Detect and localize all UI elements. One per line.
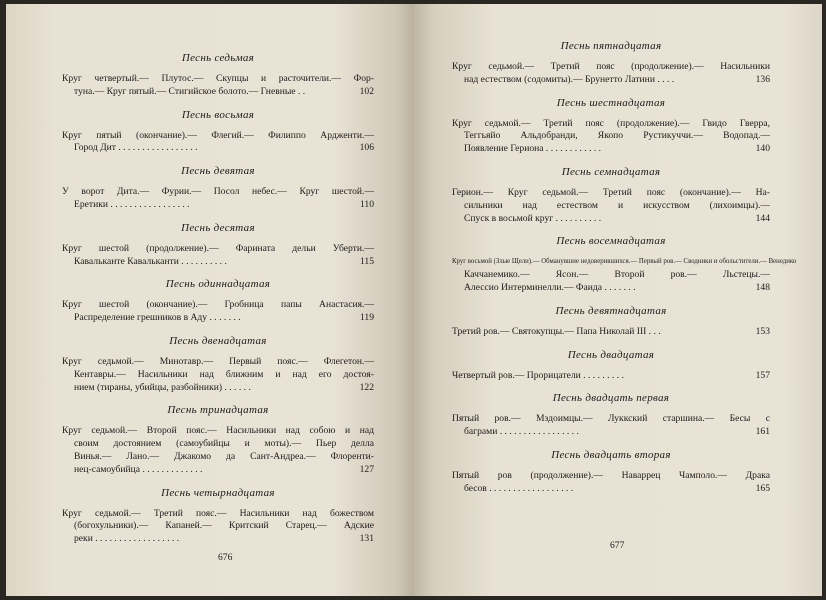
song-title: Песнь двадцатая xyxy=(567,348,655,361)
page-number-right: 677 xyxy=(610,540,625,551)
entry-line: Четвертый ров.— Прорицатели . . . . . . . . . xyxy=(452,369,624,381)
entry-page-number: 157 xyxy=(755,369,770,381)
entry-line: своим достоянием (самоубийцы и моты).— Пьер делла xyxy=(74,438,374,450)
toc-section xyxy=(62,487,374,546)
toc-entry xyxy=(452,256,797,294)
entry-line: Круг пятый (окончание).— Флегий.— Филиппо Ардженти.— xyxy=(62,129,374,141)
entry-line: Круг седьмой.— Третий пояс (продолжение).— Насильники xyxy=(452,61,770,72)
entry-line: Круг седьмой.— Третий пояс (продолжение).— Гвидо Гверра, xyxy=(452,117,770,129)
toc-entry xyxy=(452,370,770,383)
song-title: Песнь тринадцатая xyxy=(167,404,269,417)
toc-entry xyxy=(62,243,374,269)
entry-line: Алессио Интерминелли.— Фаида . . . . . . . xyxy=(464,281,636,293)
entry-line: Распределение грешников в Аду . . . . . . . xyxy=(74,312,241,324)
toc-section xyxy=(452,166,770,225)
entry-line: (богохульники).— Капаней.— Критский Старец.— Адские xyxy=(74,520,374,532)
entry-page-number: 144 xyxy=(755,212,770,224)
toc-section xyxy=(452,305,770,339)
entry-line: сильники над естеством и искусством (лихоимцы).— xyxy=(464,199,770,211)
song-title: Песнь десятая xyxy=(181,221,255,234)
entry-line: Круг шестой (продолжение).— Фарината дельи Уберти.— xyxy=(62,242,374,254)
entry-page-number: 106 xyxy=(359,142,374,154)
entry-line: Кентавры.— Насильники над ближним и над его достоя- xyxy=(74,368,374,380)
toc-entry xyxy=(62,508,374,546)
song-title: Песнь четырнадцатая xyxy=(161,486,275,499)
toc-section xyxy=(62,52,374,99)
left-toc-column xyxy=(62,42,374,546)
entry-line: баграми . . . . . . . . . . . . . . . . . xyxy=(464,426,579,438)
toc-entry xyxy=(62,425,374,476)
song-title: Песнь седьмая xyxy=(181,52,255,64)
toc-entry xyxy=(62,299,374,325)
toc-entry xyxy=(452,118,770,156)
song-title: Песнь восемнадцатая xyxy=(556,235,666,248)
page-number-left: 676 xyxy=(218,552,233,563)
entry-page-number: 140 xyxy=(755,143,770,155)
song-title: Песнь семнадцатая xyxy=(561,165,661,178)
entry-page-number: 110 xyxy=(359,198,374,210)
entry-line: нием (тираны, убийцы, разбойники) . . . . . . xyxy=(74,381,251,393)
toc-section xyxy=(62,222,374,269)
entry-line: Пятый ров (продолжение).— Наваррец Чамполо.— Драка xyxy=(452,469,770,481)
entry-page-number: 115 xyxy=(359,255,374,267)
right-page xyxy=(414,4,822,596)
toc-entry xyxy=(452,326,770,339)
toc-entry xyxy=(452,187,770,225)
toc-section xyxy=(452,349,770,383)
toc-section xyxy=(62,335,374,394)
entry-line: Еретики . . . . . . . . . . . . . . . . . xyxy=(74,198,190,210)
book-spread xyxy=(6,4,822,596)
entry-line: У ворот Дита.— Фурии.— Посол небес.— Круг шестой.— xyxy=(62,186,374,198)
song-title: Песнь двадцать вторая xyxy=(551,448,671,461)
song-title: Песнь одиннадцатая xyxy=(165,278,271,291)
song-title: Песнь двадцать первая xyxy=(552,392,670,405)
toc-entry xyxy=(452,61,770,87)
right-toc-column xyxy=(452,30,797,496)
entry-line: Круг седьмой.— Третий пояс.— Насильники над божеством xyxy=(62,507,374,519)
toc-section xyxy=(452,40,770,87)
left-page xyxy=(6,4,414,596)
entry-page-number: 131 xyxy=(359,533,374,545)
song-title: Песнь девятнадцатая xyxy=(555,304,667,317)
toc-section xyxy=(62,109,374,156)
entry-line: Кавальканте Кавальканти . . . . . . . . . . xyxy=(74,255,227,267)
entry-line: Круг седьмой.— Минотавр.— Первый пояс.— Флегетон.— xyxy=(62,355,374,367)
song-title: Песнь двенадцатая xyxy=(169,334,267,347)
entry-line: нец-самоубийца . . . . . . . . . . . . . xyxy=(74,463,203,475)
song-title: Песнь девятая xyxy=(181,165,255,178)
song-title: Песнь шестнадцатая xyxy=(556,96,666,109)
toc-section xyxy=(452,392,770,439)
entry-page-number: 136 xyxy=(755,73,770,85)
entry-page-number: 148 xyxy=(755,281,770,293)
toc-section xyxy=(452,235,797,294)
entry-line: Пятый ров.— Мздоимцы.— Луккский старшина.— Бесы с xyxy=(452,413,770,425)
toc-entry xyxy=(452,413,770,439)
entry-line: туна.— Круг пятый.— Стигийское болото.— Гневные . . xyxy=(74,85,306,97)
entry-line: Винья.— Лано.— Джакомо да Сант-Андреа.— Флоренти- xyxy=(74,450,374,462)
song-title: Песнь пятнадцатая xyxy=(560,40,662,52)
toc-section xyxy=(452,449,770,496)
entry-line: Каччанемико.— Ясон.— Второй ров.— Льстецы.— xyxy=(464,269,770,281)
entry-page-number: 161 xyxy=(755,426,770,438)
toc-entry xyxy=(452,470,770,496)
entry-line: Круг седьмой.— Второй пояс.— Насильники над собою и над xyxy=(62,425,374,437)
entry-page-number: 165 xyxy=(755,482,770,494)
entry-page-number: 122 xyxy=(359,381,374,393)
entry-line: Появление Гериона . . . . . . . . . . . . xyxy=(464,143,602,155)
toc-entry xyxy=(62,186,374,212)
entry-page-number: 153 xyxy=(755,325,770,337)
toc-section xyxy=(62,165,374,212)
entry-line: Город Дит . . . . . . . . . . . . . . . . . xyxy=(74,142,198,154)
toc-section xyxy=(452,97,770,156)
entry-page-number: 102 xyxy=(359,85,374,97)
entry-line: над естеством (содомиты).— Брунетто Латини . . . . xyxy=(464,73,675,85)
entry-line: Третий ров.— Святокупцы.— Папа Николай III . . . xyxy=(452,325,661,337)
entry-line: бесов . . . . . . . . . . . . . . . . . . xyxy=(464,482,574,494)
entry-line: Теггьяйо Альдобранди, Якопо Рустикуччи.— Водопад.— xyxy=(464,130,770,142)
toc-entry xyxy=(62,130,374,156)
toc-entry xyxy=(62,73,374,99)
entry-line: Круг шестой (окончание).— Гробница папы Анастасия.— xyxy=(62,299,374,311)
entry-line: Герион.— Круг седьмой.— Третий пояс (окончание).— На- xyxy=(452,186,770,198)
entry-line: Круг четвертый.— Плутос.— Скупцы и расточители.— Фор- xyxy=(62,73,374,84)
toc-section xyxy=(62,404,374,476)
entry-line: Спуск в восьмой круг . . . . . . . . . . xyxy=(464,212,602,224)
entry-page-number: 127 xyxy=(359,463,374,475)
toc-section xyxy=(62,278,374,325)
toc-entry xyxy=(62,356,374,394)
entry-page-number: 119 xyxy=(359,312,374,324)
entry-line: Круг восьмой (Злые Щели).— Обманувшие недоверившихся.— Первый ров.— Сводники и обольстители.— Венедико xyxy=(452,258,797,266)
entry-line: реки . . . . . . . . . . . . . . . . . . xyxy=(74,533,180,545)
song-title: Песнь восьмая xyxy=(181,108,255,121)
